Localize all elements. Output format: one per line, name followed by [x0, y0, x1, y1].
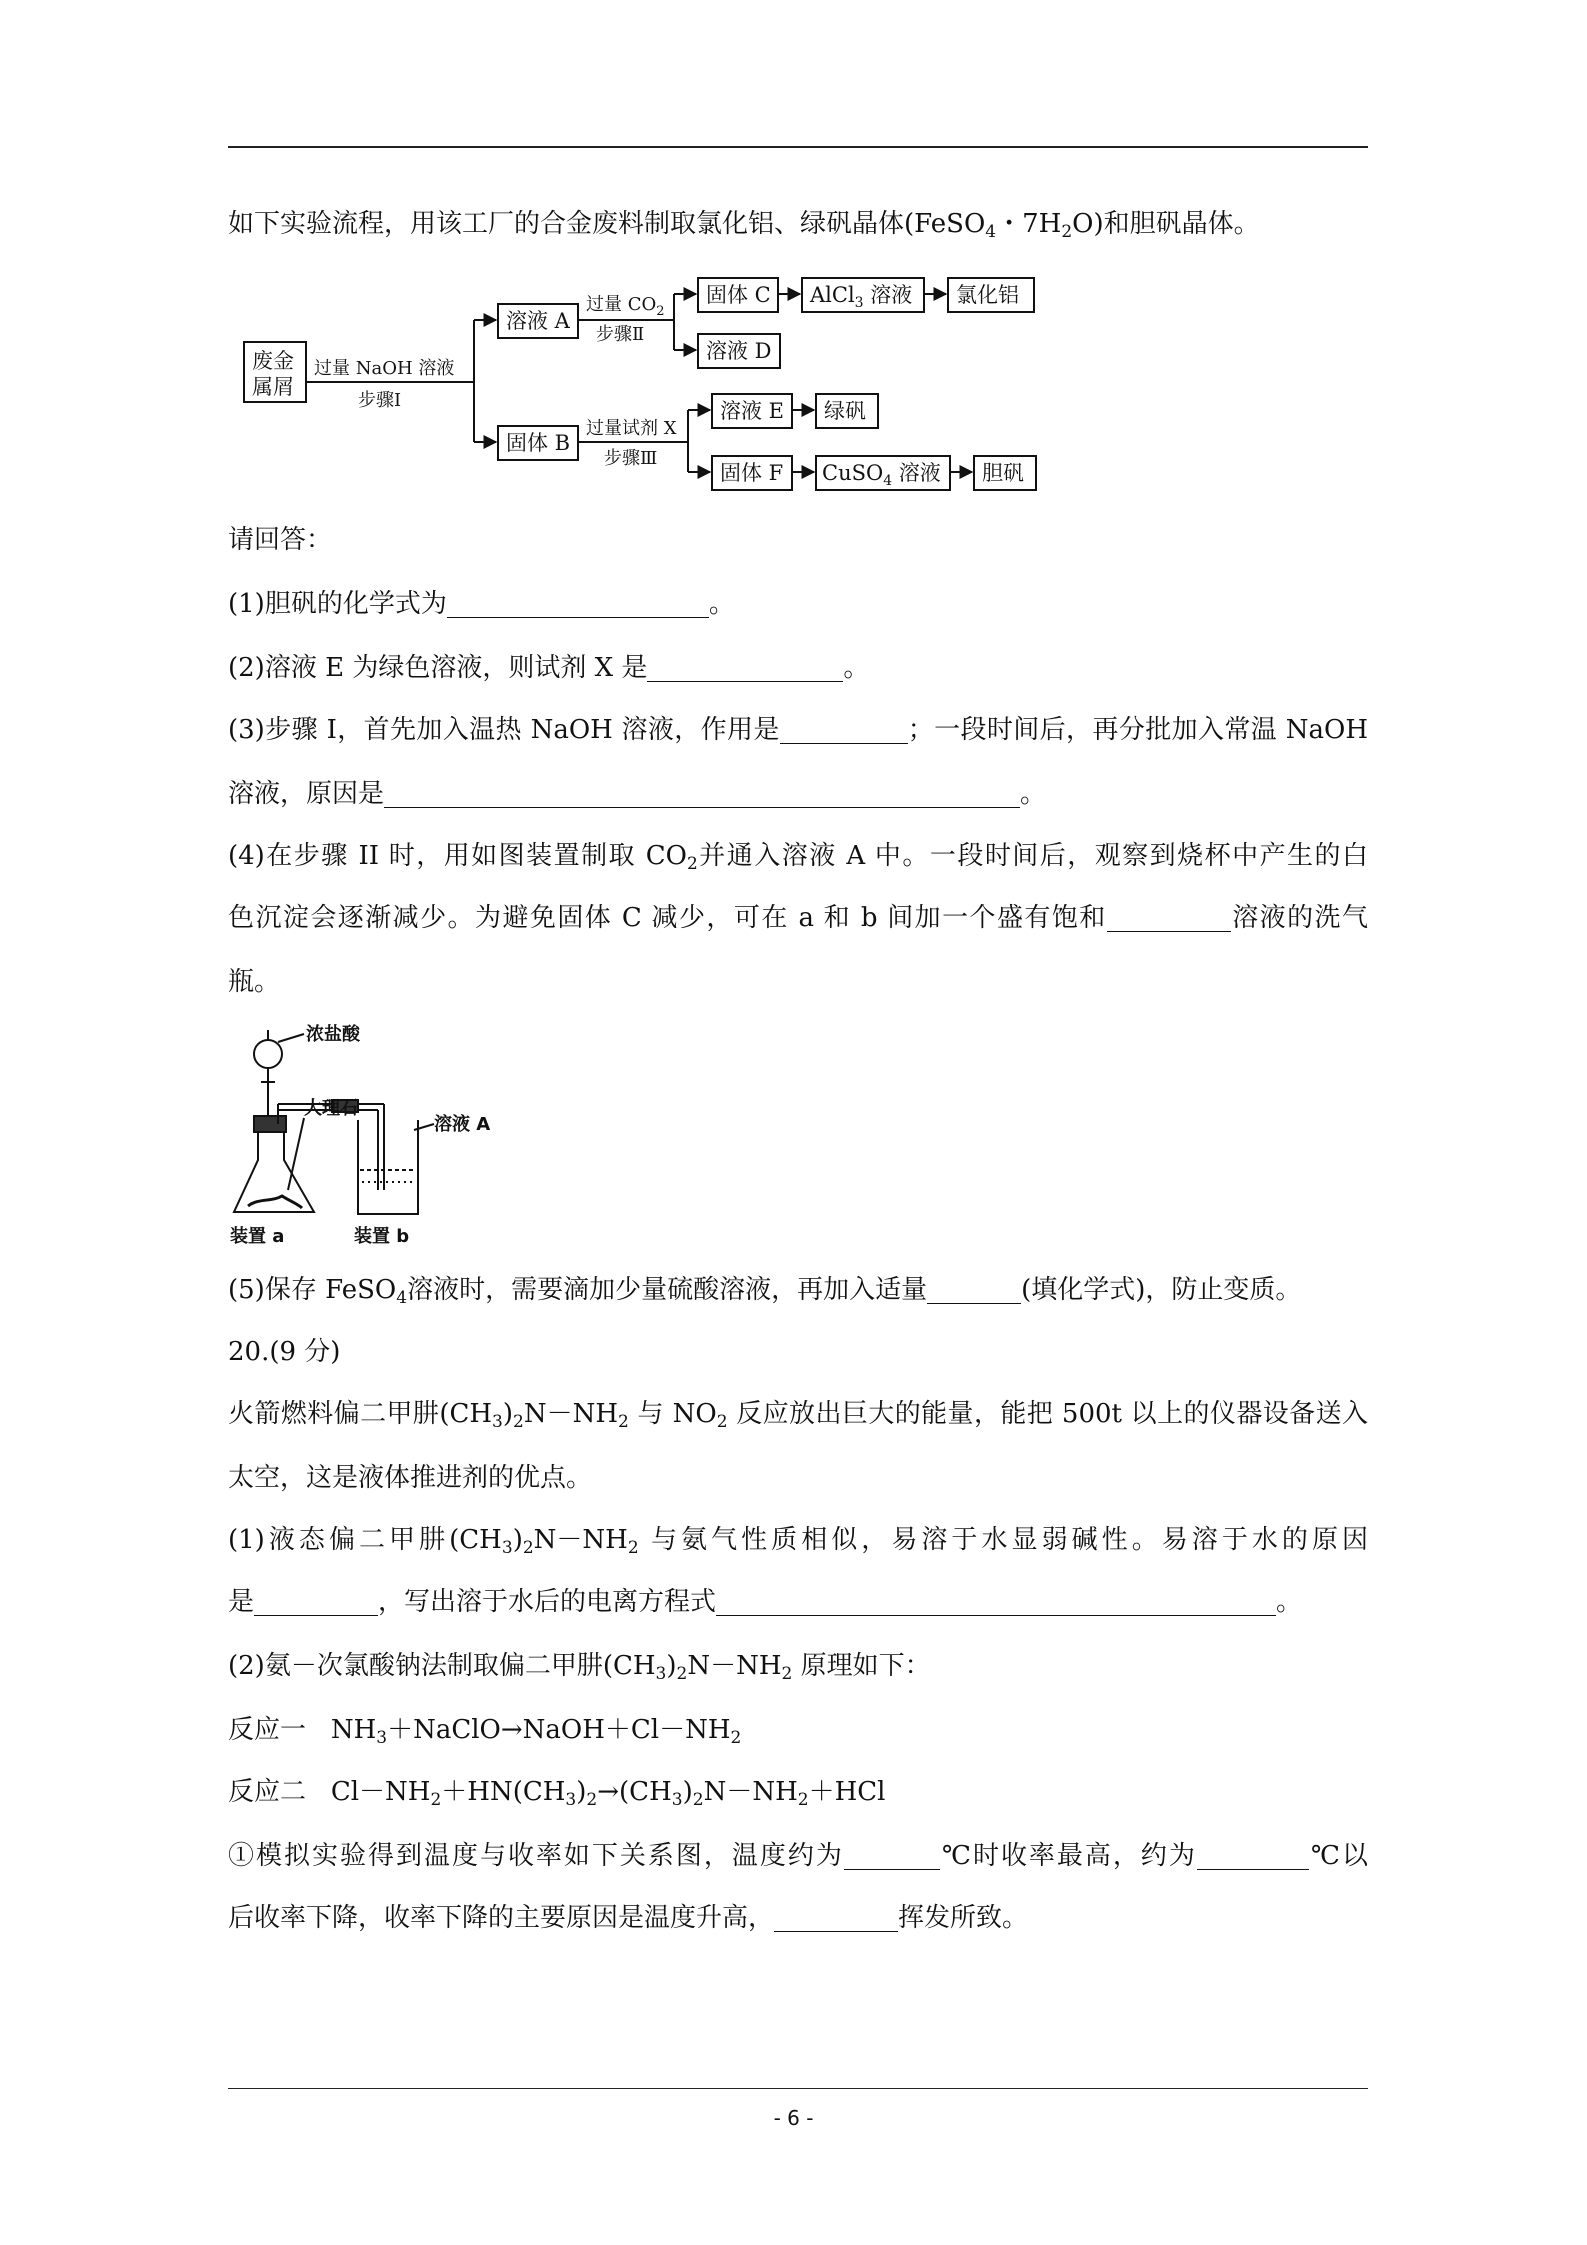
question-20-2: (2)氨－次氯酸钠法制取偏二甲肼$(CH_3)_2N-NH_2$ 原理如下： — [228, 1651, 931, 1684]
answer-blank-20-2c[interactable] — [774, 1905, 898, 1932]
product-aluminum-chloride: 氯化铝 — [956, 283, 1019, 307]
apparatus-figure — [228, 1020, 528, 1245]
step1-reagent: 过量 NaOH 溶液 — [314, 358, 455, 379]
intro-paragraph: 如下实验流程，用该工厂的合金废料制取氯化铝、绿矾晶体(FeSO$_4$・$7H_2O$)和胆矾晶体。 — [228, 209, 1260, 242]
reaction-arrow-icon: → — [597, 1777, 620, 1807]
start-label-2: 属屑 — [252, 375, 294, 399]
footer-rule — [228, 2088, 1368, 2089]
solid-f-box: 固体 F — [720, 461, 784, 485]
question-20-intro-line1: 火箭燃料偏二甲肼$(CH_3)_2N-NH_2$ 与 $NO_2$ 反应放出巨大的能量，能把 500t 以上的仪器设备送入 — [228, 1399, 1368, 1432]
answer-blank-5[interactable] — [927, 1277, 1021, 1304]
cuso4-box: CuSO$_4$ 溶液 — [822, 461, 941, 489]
question-4-line3: 瓶。 — [228, 967, 281, 997]
answer-blank-1[interactable] — [447, 591, 709, 618]
question-20-intro-line2: 太空，这是液体推进剂的优点。 — [228, 1463, 593, 1493]
answer-blank-20-2b[interactable] — [1197, 1843, 1309, 1870]
question-2: (2)溶液 E 为绿色溶液，则试剂 X 是 。 — [228, 653, 870, 683]
step3-label: 步骤Ⅲ — [604, 448, 658, 469]
solution-e-box: 溶液 E — [720, 399, 785, 423]
question-20-2-1-line2: 后收率下降，收率下降的主要原因是温度升高， 挥发所致。 — [228, 1903, 1029, 1933]
solid-b-box: 固体 B — [506, 431, 571, 455]
answer-blank-3b[interactable] — [384, 781, 1020, 808]
question-3-line2: 溶液，原因是 。 — [228, 779, 1047, 809]
process-flowchart — [228, 270, 1048, 500]
answer-blank-20-1a[interactable] — [254, 1589, 378, 1616]
answer-blank-2[interactable] — [647, 655, 843, 682]
question-3-line1: (3)步骤 I，首先加入温热 NaOH 溶液，作用是 ；一段时间后，再分批加入常温 NaOH — [228, 715, 1368, 745]
product-blue-vitriol: 胆矾 — [982, 461, 1024, 485]
start-label-1: 废金 — [252, 349, 294, 373]
answer-blank-4[interactable] — [1107, 905, 1231, 932]
acid-label: 浓盐酸 — [306, 1024, 360, 1045]
reaction-arrow-icon: → — [500, 1715, 523, 1745]
solution-a-box: 溶液 A — [506, 309, 570, 333]
answer-blank-20-2a[interactable] — [844, 1843, 940, 1870]
device-a-label: 装置 a — [230, 1226, 285, 1245]
solution-d-box: 溶液 D — [706, 339, 772, 363]
product-green-vitriol: 绿矾 — [824, 399, 866, 423]
step2-reagent: 过量 $CO_2$ — [586, 294, 665, 319]
intro-text: 如下实验流程，用该工厂的合金废料制取氯化铝、绿矾晶体(FeSO — [228, 209, 986, 239]
alcl3-box: AlCl$_3$ 溶液 — [810, 283, 913, 311]
device-b-label: 装置 b — [354, 1226, 410, 1245]
question-20-header: 20.(9 分) — [228, 1337, 341, 1367]
step2-label: 步骤Ⅱ — [596, 324, 645, 345]
question-5: (5)保存 FeSO$_4$溶液时，需要滴加少量硫酸溶液，再加入适量 (填化学式)，防止变质。 — [228, 1275, 1302, 1308]
page-number: - 6 - — [773, 2106, 814, 2130]
question-1: (1)胆矾的化学式为 。 — [228, 589, 735, 619]
answer-blank-3a[interactable] — [780, 717, 908, 744]
reaction-1: 反应一 $NH_3+NaClO\to NaOH+Cl-NH_2$ — [228, 1715, 742, 1748]
solid-c-box: 固体 C — [706, 283, 771, 307]
question-20-1-line1: (1)液态偏二甲肼$(CH_3)_2N-NH_2$ 与氨气性质相似，易溶于水显弱碱性。易溶于水的原因 — [228, 1525, 1369, 1558]
question-20-1-line2: 是 ，写出溶于水后的电离方程式 。 — [228, 1587, 1303, 1617]
step3-reagent: 过量试剂 X — [586, 418, 677, 439]
answer-blank-20-1b[interactable] — [716, 1589, 1276, 1616]
reaction-2: 反应二 $Cl-NH_2+HN(CH_3)_2\to(CH_3)_2N-NH_2+HCl$ — [228, 1777, 886, 1810]
question-4-line2: 色沉淀会逐渐减少。为避免固体 C 减少，可在 a 和 b 间加一个盛有饱和 溶液的洗气 — [228, 903, 1368, 933]
step1-label: 步骤Ⅰ — [358, 390, 402, 411]
prompt-text: 请回答： — [228, 525, 333, 555]
header-rule — [228, 146, 1368, 148]
question-20-2-1-line1: ①模拟实验得到温度与收率如下关系图，温度约为 ℃时收率最高，约为 ℃以 — [228, 1841, 1368, 1871]
marble-label: 大理石 — [304, 1098, 358, 1119]
question-4-line1: (4)在步骤 II 时，用如图装置制取 $CO_2$并通入溶液 A 中。一段时间后，观察到烧杯中产生的白 — [228, 841, 1368, 874]
solution-a-label: 溶液 A — [434, 1114, 491, 1135]
